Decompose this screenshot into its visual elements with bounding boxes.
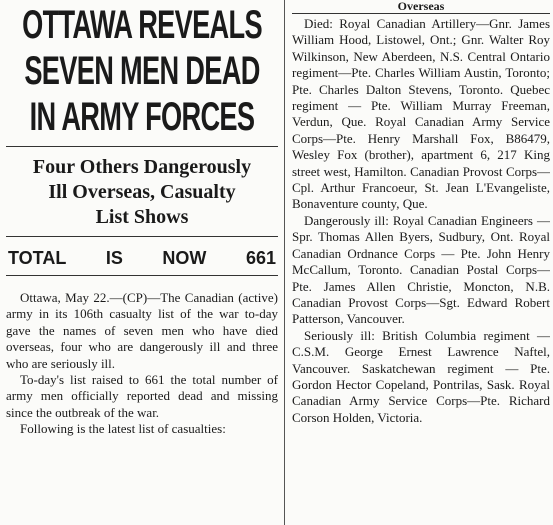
casualty-paragraph-dangerously-ill: Dangerously ill: Royal Canadian Engineers — Spr. Thomas Allen Byers, Sudbury, Ont. Royal Canadian Ordnance Corps — Pte. John Henry McCallum, Toronto. Canadian Postal Corps—Pte. James Allen Christie, Moncton, N.B. Canadian Provost Corps—Sgt. Edward Robert Patterson, Vancouver. [292,212,550,327]
casualty-paragraph-seriously-ill: Seriously ill: British Columbia regiment — C.S.M. George Ernest Lawrence Naftel, Vancouver. Saskatchewan regiment — Pte. Gordon Hector Copeland, Pontrilas, Sask. Royal Canadian Army Service Corps—Pte. Richard Corson Holden, Victoria. [292,327,550,425]
casualty-list [292,16,550,426]
total-word: NOW [162,248,207,268]
total-word: TOTAL [8,248,67,268]
total-divider [6,275,278,276]
article-paragraph: Following is the latest list of casualties: [20,421,226,437]
total-count: 661 [245,248,276,268]
article-paragraph: To-day's list raised to 661 the total number of army men officially reported dead and missing since the outbreak of the war. [6,372,278,420]
article-paragraph: Ottawa, May 22.—(CP)—The Canadian (active) army in its 106th casualty list of the war to-day gave the names of seven men who have died overseas, four who are dangerously ill and three who are seriously ill. [6,290,278,371]
left-column [6,2,278,522]
subheadline-line: List Shows [95,206,189,228]
headline-divider [6,146,278,147]
subheadline-line: Ill Overseas, Casualty [48,181,236,203]
casualty-paragraph-died: Died: Royal Canadian Artillery—Gnr. James William Hood, Listowel, Ont.; Gnr. Walter Roy Wilkinson, New Aberdeen, N.S. Central Ontario regiment—Pte. Charles William Austin, Toronto; Pte. Charles Dalton Stevens, Toronto. Quebec regiment — Pte. William Murray Freeman, Verdun, Que. Royal Canadian Army Service Corps—Pte. Henry Marshall Fox, B86479, Wesley Fox (brother), apartment 6, 217 King street west, Hamilton. Canadian Provost Corps—Cpl. Arthur Francoeur, St. Jean L'Evangeliste, Bonaventure county, Que. [292,16,550,212]
column-divider [284,0,285,525]
section-title: Overseas [397,0,445,13]
article-body [6,290,278,438]
total-banner [6,247,278,269]
headline-line: OTTAWA REVEALS [22,3,262,47]
subheadline [6,155,278,230]
headline [6,2,278,140]
subheadline-line: Four Others Dangerously [32,156,252,178]
section-divider [292,13,550,14]
headline-line: IN ARMY FORCES [29,95,255,139]
right-column [292,0,550,522]
total-word: IS [105,248,123,268]
subheadline-divider [6,236,278,237]
headline-line: SEVEN MEN DEAD [24,49,260,93]
